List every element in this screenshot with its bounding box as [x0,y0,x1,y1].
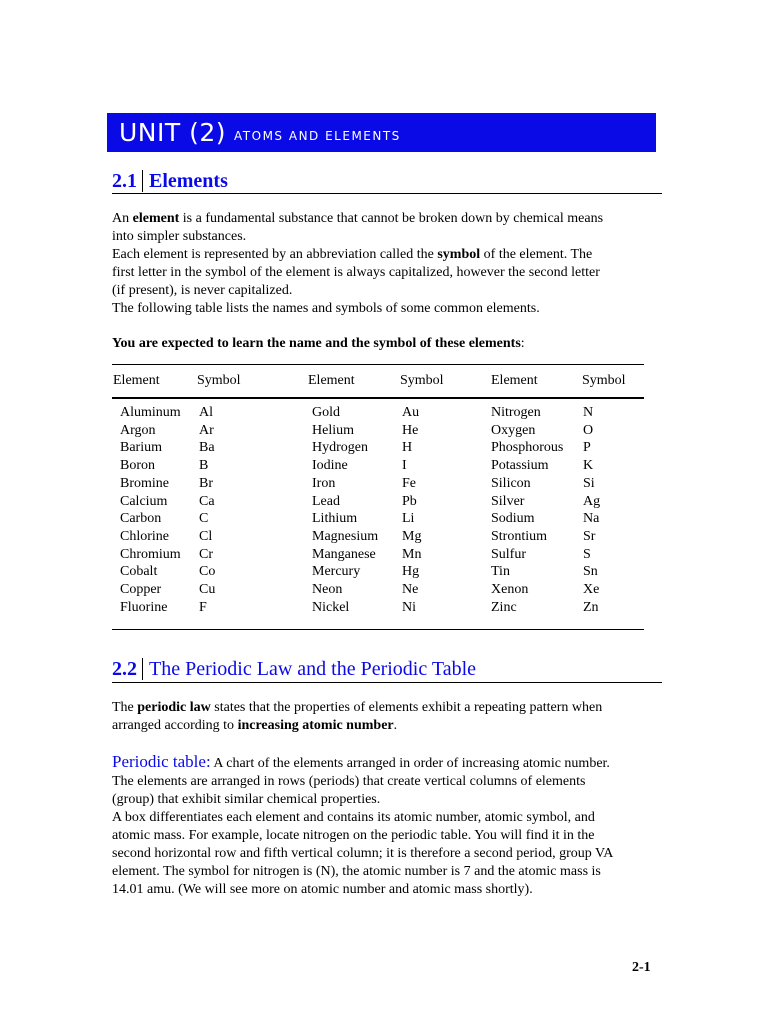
element-name-cell: Sulfur [491,546,526,562]
element-name-cell: Xenon [491,582,529,597]
text: (if present), is never capitalized. [112,283,293,298]
element-symbol-cell: O [583,422,594,438]
element-name-cell: Calcium [120,493,168,509]
unit-subtitle: ATOMS AND ELEMENTS [234,129,401,143]
text: is a fundamental substance that cannot be broken down by chemical means [179,211,604,226]
unit-banner [107,113,656,152]
element-name-cell: Phosphorous [491,440,564,456]
element-symbol-cell: K [583,458,594,474]
element-symbol-cell: Ba [199,440,215,456]
section-number: 2.2 [112,658,143,680]
element-name-cell: Neon [312,582,343,597]
element-name-cell: Bromine [120,475,169,491]
element-name-cell: Iodine [312,458,348,474]
element-name-cell: Nickel [312,599,350,615]
element-name-cell: Argon [120,422,156,438]
section-number: 2.1 [112,170,143,192]
text: The [112,700,138,715]
element-symbol-cell: Ar [199,422,214,438]
text: Each element is represented by an abbreviation called the [112,247,438,262]
element-symbol-cell: Sr [583,528,596,544]
section-title: Elements [149,170,228,192]
element-symbol-cell: C [199,511,209,527]
text: second horizontal row and fifth vertical column; it is therefore a second period, group VA [112,846,614,861]
text: A chart of the elements arranged in order of increasing atomic number. [210,756,610,771]
table-body [112,399,644,629]
element-name-cell: Carbon [120,511,162,527]
intro-paragraph [112,210,662,318]
text: states that the properties of elements exhibit a repeating pattern when [210,700,603,715]
term-symbol: symbol [437,247,481,262]
elements-table [112,364,644,630]
element-symbol-cell: Mn [402,546,422,562]
text: atomic mass. For example, locate nitrogen on the periodic table. You will find it in the [112,828,595,843]
element-symbol-cell: Ni [402,599,416,615]
element-name-cell: Copper [120,582,162,597]
element-symbol-cell: Hg [402,564,420,580]
section-title: The Periodic Law and the Periodic Table [149,658,477,680]
element-name-cell: Fluorine [120,599,168,615]
element-name-cell: Iron [312,475,336,491]
term-periodic-law: periodic law [137,700,211,715]
element-symbol-cell: H [402,440,413,456]
element-symbol-cell: Au [402,405,420,420]
text: The following table lists the names and symbols of some common elements. [112,301,540,316]
element-symbol-cell: Ag [583,493,601,509]
element-symbol-cell: Xe [583,582,600,597]
element-name-cell: Boron [120,458,155,474]
text: arranged according to [112,718,238,733]
page-number: 2-1 [632,960,651,975]
element-symbol-cell: B [199,458,209,474]
element-symbol-cell: Cl [199,528,213,544]
element-symbol-cell: Br [199,475,213,491]
text: into simpler substances. [112,229,247,244]
element-name-cell: Hydrogen [312,440,368,456]
element-name-cell: Lead [312,493,340,509]
text: first letter in the symbol of the element is always capitalized, however the second letter [112,265,600,280]
element-name-cell: Strontium [491,528,548,544]
header-cell: Symbol [582,373,626,388]
element-symbol-cell: He [402,422,419,438]
table-bottom-rule [112,629,644,630]
element-name-cell: Aluminum [120,405,181,420]
periodic-table-paragraph [112,753,662,899]
element-name-cell: Nitrogen [491,405,541,420]
header-cell: Element [113,373,160,388]
element-symbol-cell: Co [199,564,216,580]
text: (group) that exhibit similar chemical properties. [112,792,381,807]
element-symbol-cell: Li [402,511,415,527]
element-symbol-cell: Na [583,511,600,527]
element-symbol-cell: Sn [583,564,598,580]
header-cell: Symbol [400,373,444,388]
element-symbol-cell: Ca [199,493,215,509]
text: 14.01 amu. (We will see more on atomic number and atomic mass shortly). [112,882,533,897]
element-name-cell: Potassium [491,458,549,474]
header-cell: Element [491,373,538,388]
element-symbol-cell: Mg [402,528,422,544]
element-symbol-cell: N [583,405,594,420]
element-name-cell: Chromium [120,546,181,562]
text: An [112,211,133,226]
element-symbol-cell: Cr [199,546,213,562]
element-symbol-cell: Cu [199,582,216,597]
element-name-cell: Tin [491,564,510,580]
text: A box differentiates each element and contains its atomic number, atomic symbol, and [112,810,595,825]
element-name-cell: Zinc [491,599,517,615]
element-symbol-cell: I [402,458,407,474]
header-cell: Symbol [197,373,241,388]
text: of the element. The [480,247,593,262]
section-heading-periodic [112,656,662,683]
element-name-cell: Gold [312,405,340,420]
element-symbol-cell: S [583,546,591,562]
element-symbol-cell: Ne [402,582,419,597]
unit-number: UNIT (2) [119,118,227,147]
element-name-cell: Mercury [312,564,361,580]
element-symbol-cell: Pb [402,493,417,509]
expectation-note [112,335,662,353]
element-name-cell: Manganese [312,546,376,562]
section-heading-elements [112,168,662,194]
element-symbol-cell: P [583,440,591,456]
element-name-cell: Silver [491,493,525,509]
text: You are expected to learn the name and the symbol of these elements [112,336,521,351]
element-name-cell: Sodium [491,511,535,527]
element-symbol-cell: Zn [583,599,599,615]
element-symbol-cell: Si [583,475,595,491]
element-name-cell: Cobalt [120,564,158,580]
element-name-cell: Magnesium [312,528,379,544]
element-name-cell: Chlorine [120,528,169,544]
element-name-cell: Lithium [312,511,358,527]
element-name-cell: Oxygen [491,422,536,438]
term-atomic-number: increasing atomic number [237,718,394,733]
text: element. The symbol for nitrogen is (N), the atomic number is 7 and the atomic mass is [112,864,601,879]
element-name-cell: Barium [120,440,162,456]
periodic-law-paragraph [112,699,662,735]
element-symbol-cell: F [199,599,207,615]
element-symbol-cell: Al [199,405,213,420]
element-name-cell: Silicon [491,475,531,491]
text: The elements are arranged in rows (periods) that create vertical columns of elements [112,774,586,789]
periodic-table-label: Periodic table: [112,752,211,771]
table-header [112,365,644,397]
element-name-cell: Helium [312,422,354,438]
term-element: element [132,211,180,226]
text: : [520,336,525,351]
header-cell: Element [308,373,355,388]
element-symbol-cell: Fe [402,475,416,491]
text: . [393,718,398,733]
